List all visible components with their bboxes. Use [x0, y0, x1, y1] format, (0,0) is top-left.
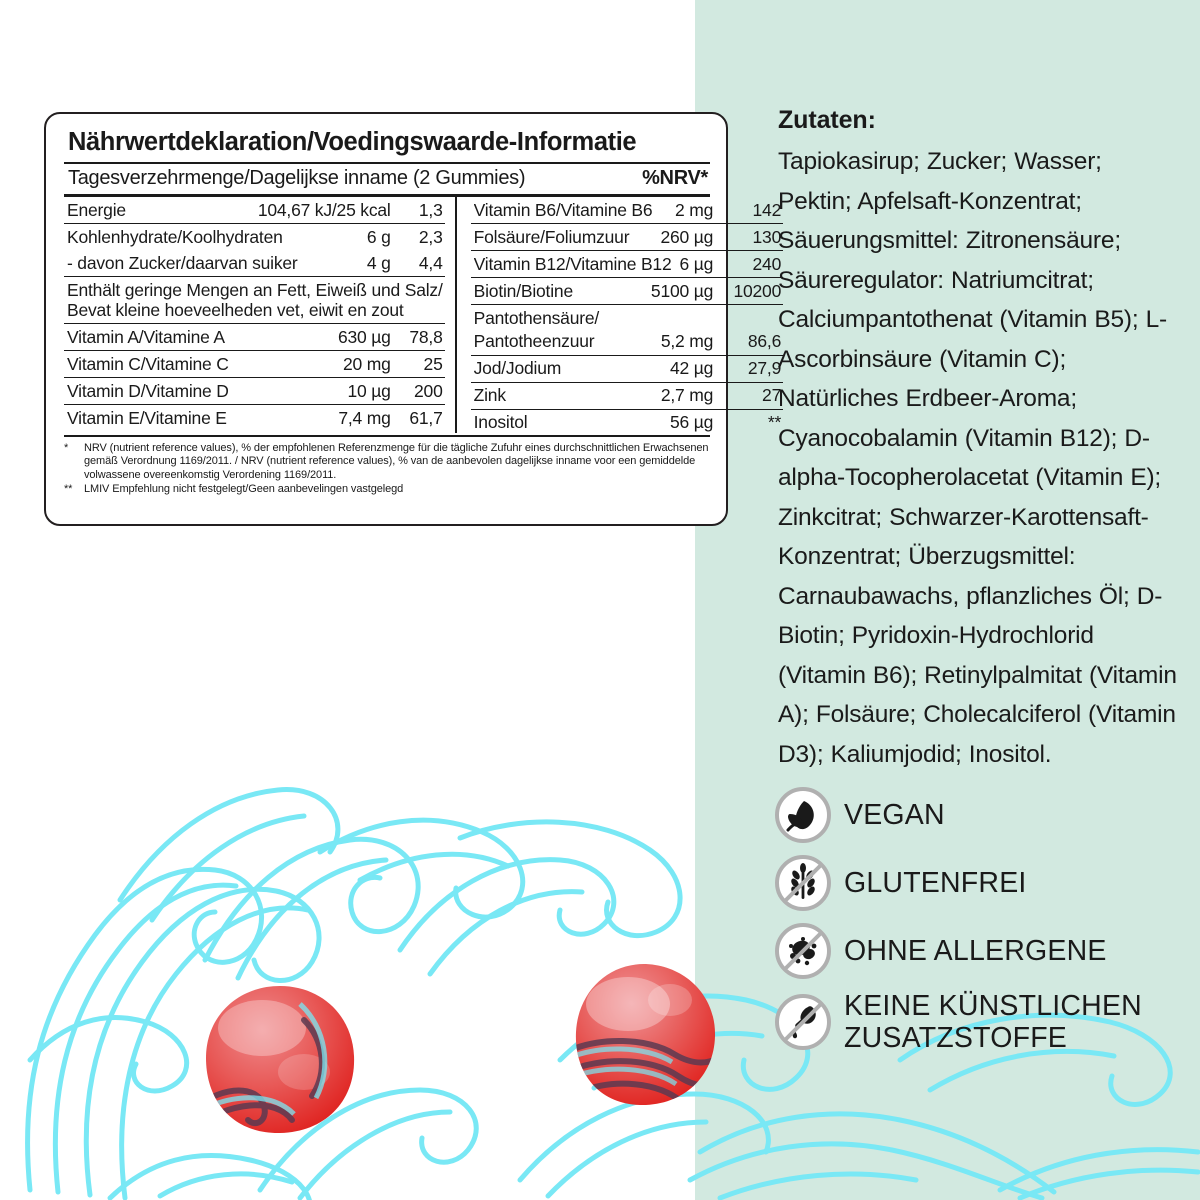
nutrition-declaration-card [44, 112, 782, 526]
ingredients-text: Tapiokasirup; Zucker; Wasser; Pektin; Apfelsaft-Konzentrat; Säuerungsmittel: Zitronensäure; Säureregulator: Natriumcitrat; Calciumpantothenat (Vitamin B5); L-Ascorbinsäure (Vitamin C); Natürliches Erdbeer-Aroma; Cyanocobalamin (Vitamin B12); D-alpha-Tocopherolacetat (Vitamin E); Zinkcitrat; Schwarzer-Karottensaft-Konzentrat; Überzugsmittel: Carnaubawachs, pflanzliches Öl; D-Biotin; Pyridoxin-Hydrochlorid (Vitamin B6); Retinylpalmitat (Vitamin A); Folsäure; Cholecalciferol (Vitamin D3); Kaliumjodid; Inositol. [778, 148, 1177, 768]
row-amount: 6 g [366, 226, 391, 247]
table-row [64, 224, 445, 250]
row-label: Vitamin B6/Vitamine B6 [473, 199, 653, 220]
row-amount: 2 mg [675, 199, 714, 220]
table-row [64, 378, 445, 405]
row-label: Vitamin B12/Vitamine B12 [473, 253, 672, 274]
row-amount: 4 g [366, 252, 391, 273]
row-label: Kohlenhydrate/Koolhydraten [67, 226, 283, 247]
table-row [471, 329, 784, 356]
row-label: - davon Zucker/daarvan suiker [67, 252, 298, 273]
row-label: Folsäure/Foliumzuur [473, 226, 630, 247]
row-percent: 86,6 [747, 331, 782, 351]
row-percent: 10200 [733, 280, 782, 301]
row-label: Biotin/Biotine [473, 280, 573, 301]
row-amount: 20 mg [342, 353, 391, 374]
table-row [64, 405, 445, 429]
row-percent: 27,9 [747, 358, 782, 378]
row-amount: 260 µg [660, 226, 714, 247]
claim-ohne-allergene [774, 922, 1194, 980]
trace-note-line-nl: Bevat kleine hoeveelheden vet, eiwit en zout [67, 300, 404, 320]
nrv-header-label: %NRV* [642, 167, 708, 189]
row-label: Vitamin D/Vitamine D [67, 380, 229, 401]
nutrition-subheader [64, 164, 710, 197]
table-row [64, 351, 445, 378]
ingredients-section [778, 106, 1178, 774]
row-percent: 240 [752, 253, 782, 274]
claim-glutenfrei [774, 854, 1194, 912]
claim-label: KEINE KÜNSTLICHEN ZUSATZSTOFFE [844, 990, 1142, 1054]
footnote-text: LMIV Empfehlung nicht festgelegt/Geen aanbevelingen vastgelegd [84, 483, 404, 496]
trace-amounts-note [64, 277, 445, 324]
row-label: Zink [473, 385, 506, 405]
serving-size-label: Tagesverzehrmenge/Dagelijkse inname (2 Gummies) [68, 167, 526, 189]
claim-label: VEGAN [844, 799, 945, 831]
claim-keine-kuenstlichen-zusatzstoffe [774, 990, 1194, 1054]
table-row [64, 324, 445, 351]
no-dropper-icon [774, 993, 832, 1051]
row-percent: 78,8 [409, 326, 443, 347]
row-amount: 5100 µg [650, 280, 714, 301]
trace-note-line-de: Enthält geringe Mengen an Fett, Eiweiß und Salz/ [67, 280, 443, 300]
footnote-lmiv [64, 483, 710, 496]
row-amount: 6 µg [679, 253, 714, 274]
nutrition-right-column [455, 197, 784, 433]
row-percent: ** [767, 412, 782, 432]
claims-list [774, 786, 1194, 1064]
nutrition-left-column [64, 197, 455, 433]
row-amount: 104,67 kJ/25 kcal [257, 199, 391, 220]
row-percent: 200 [414, 380, 443, 401]
row-label: Vitamin C/Vitamine C [67, 353, 229, 374]
claim-label: OHNE ALLERGENE [844, 935, 1107, 967]
table-bottom-rule [64, 435, 710, 437]
no-allergen-icon [774, 922, 832, 980]
claim-vegan [774, 786, 1194, 844]
row-label: Jod/Jodium [473, 358, 562, 378]
row-percent: 27 [762, 385, 782, 405]
row-amount: 630 µg [337, 326, 391, 347]
row-percent: 1,3 [418, 199, 443, 220]
table-row [471, 383, 784, 410]
row-amount: 2,7 mg [660, 385, 714, 405]
table-row [471, 356, 784, 383]
row-amount: 10 µg [347, 380, 391, 401]
row-label: Vitamin E/Vitamine E [67, 407, 227, 428]
ingredients-title: Zutaten: [778, 106, 876, 134]
table-row [471, 278, 784, 305]
footnote-marker: ** [64, 483, 73, 496]
row-label: Energie [67, 199, 126, 220]
nutrition-footnotes [64, 442, 710, 497]
no-wheat-icon [774, 854, 832, 912]
row-amount: 42 µg [669, 358, 714, 378]
nutrition-table [64, 197, 782, 433]
table-row [64, 250, 445, 277]
table-row [471, 305, 784, 329]
table-row [471, 224, 784, 251]
leaf-icon [774, 786, 832, 844]
row-label: Pantothensäure/ [473, 307, 600, 328]
row-percent: 61,7 [409, 407, 443, 428]
nutrition-title: Nährwertdeklaration/Voedingswaarde-Informatie [64, 124, 710, 164]
row-amount: 56 µg [669, 412, 714, 432]
row-label: Pantotheenzuur [473, 331, 595, 351]
table-row [64, 197, 445, 224]
row-amount: 7,4 mg [338, 407, 391, 428]
row-percent: 4,4 [418, 252, 443, 273]
row-percent: 142 [752, 199, 782, 220]
claim-label: GLUTENFREI [844, 867, 1027, 899]
row-percent: 25 [423, 353, 443, 374]
table-row [471, 197, 784, 224]
footnote-marker: * [64, 442, 69, 454]
footnote-text: NRV (nutrient reference values), % der empfohlenen Referenzmenge für die tägliche Zufuhr eines durchschnittlichen Erwachsenen gemäß Verordnung 1169/2011. / NRV (nutrient reference values), % van de aanbevolen dagelijkse inname voor een gemiddelde volwassene overeenkomstig Verordening 1169/2011. [84, 442, 709, 481]
row-percent: 2,3 [418, 226, 443, 247]
footnote-nrv [64, 442, 710, 482]
row-percent: 130 [752, 226, 782, 247]
row-amount: 5,2 mg [660, 331, 714, 351]
row-label: Vitamin A/Vitamine A [67, 326, 225, 347]
row-label: Inositol [473, 412, 528, 432]
table-row [471, 410, 784, 434]
table-row [471, 251, 784, 278]
